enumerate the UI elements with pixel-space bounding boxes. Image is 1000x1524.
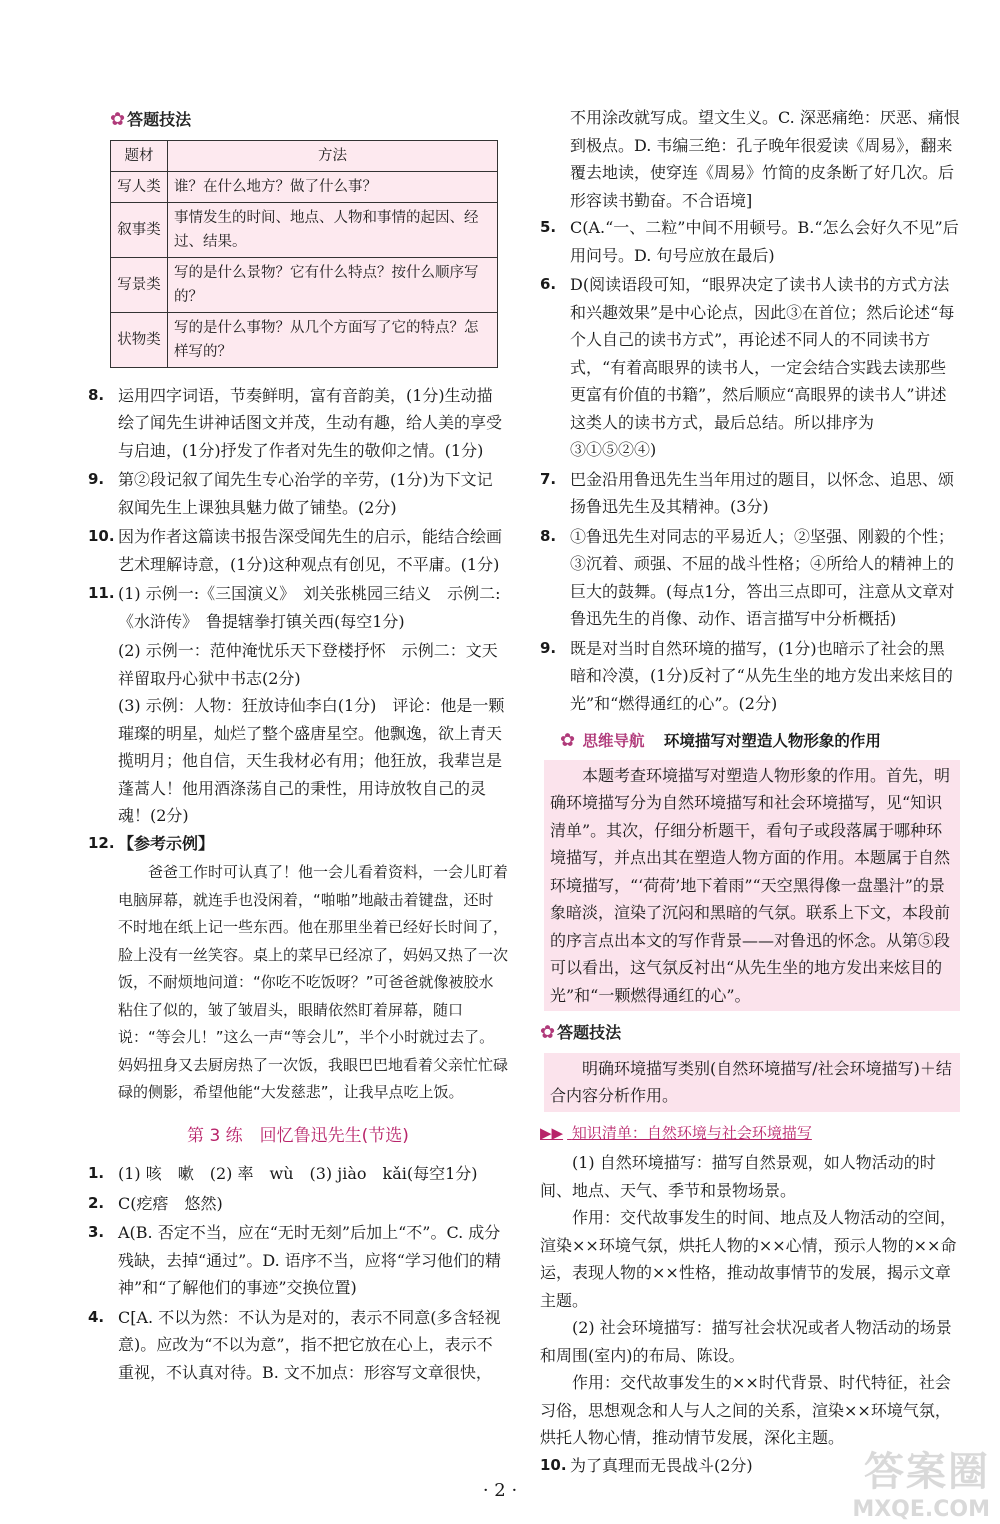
flower-icon: ✿ xyxy=(110,109,126,130)
answer-10: 10. 因为作者这篇读书报告深受闻先生的启示，能结合绘画艺术理解诗意，(1分)这种观点有创见，不平庸。(1分) xyxy=(88,527,503,574)
tips-heading: ✿ 答题技法 xyxy=(110,106,508,134)
thinking-guide-heading: ✿ 思维导航 环境描写对塑造人物形象的作用 xyxy=(560,730,881,751)
flower-icon: ✿ xyxy=(540,1022,556,1043)
knowledge-social: (2) 社会环境描写：描写社会状况或者人物活动的场景和周围(室内)的布局、陈设。 xyxy=(540,1318,952,1365)
table-row xyxy=(111,257,498,312)
lesson-answer-6: 6. D(阅读语段可知，“眼界决定了读书人读书的方式方法和兴趣效果”是中心论点，因此③在首位；然后论述“每个人自己的读书方式”，再论述不同人的不同读书方式，“有着高眼界的读书人，一定会结合实践去读那些更富有价值的书籍”，然后顺应“高眼界的读书人”讲述这类人的读书方式，最后总结。所以排序为③①⑤②④) xyxy=(540,275,955,459)
table-cell: 状物类 xyxy=(111,312,168,367)
lesson-answer-4-continued: 不用涂改就写成。望文生义。C. 深恶痛绝：厌恶、痛恨到极点。D. 韦编三绝：孔子晚年很爱读《周易》，翻来覆去地读，使穿连《周易》竹简的皮条断了好几次。后形容读书勤奋。不合语境] xyxy=(570,108,960,210)
tips-box xyxy=(544,1053,960,1112)
answer-12: 12. 【参考示例】 xyxy=(88,833,215,853)
answer-11-part3: (3) 示例：人物：狂放诗仙李白(1分) 评论：他是一颗璀璨的明星，灿烂了整个盛唐星空。他飘逸，欲上青天揽明月；他自信，天生我材必有用；他狂放，我辈岂是蓬蒿人！他用酒涤荡自己的秉性，用诗放牧自己的灵魂！(2分) xyxy=(118,696,505,825)
table-row xyxy=(111,202,498,257)
sample-essay: 爸爸工作时可认真了！他一会儿看着资料，一会儿盯着电脑屏幕，就连手也没闲着，“啪啪”地敲击着键盘，还时不时地在纸上记一些东西。他在那里坐着已经好长时间了，脸上没有一丝笑容。桌上的菜早已经凉了，妈妈又热了一次饭，不耐烦地问道：“你吃不吃饭呀？”可爸爸就像被胶水粘住了似的，皱了皱眉头，眼睛依然盯着屏幕，随口说：“等会儿！”这么一声“等会儿”，半个小时就过去了。妈妈扭身又去厨房热了一次饭，我眼巴巴地看着父亲忙忙碌碌的侧影，希望他能“大发慈悲”，让我早点吃上饭。 xyxy=(118,863,509,1101)
watermark-logo xyxy=(852,1440,990,1522)
lesson-answer-4: 4. C[A. 不以为然：不认为是对的，表示不同意(多含轻视意)。应改为“不以为意”，指不把它放在心上，表示不重视，不认真对待。B. 文不加点：形容写文章很快， xyxy=(88,1307,501,1382)
lesson-answer-1: 1. (1) 咳 嗽 (2) 率 wù (3) jiào kǎi(每空1分) xyxy=(88,1164,478,1183)
lesson-title: 第 3 练 回忆鲁迅先生(节选) xyxy=(187,1125,409,1146)
answer-11-part2: (2) 示例一：范仲淹忧乐天下登楼抒怀 示例二：文天祥留取丹心狱中书志(2分) xyxy=(118,641,498,688)
left-column xyxy=(88,100,508,1388)
table-cell: 写的是什么景物？它有什么特点？按什么顺序写的？ xyxy=(168,257,498,312)
table-row xyxy=(111,171,498,202)
knowledge-natural-use: 作用：交代故事发生的时间、地点及人物活动的空间，渲染××环境气氛，烘托人物的××心情，预示人物的××命运，表现人物的××性格，推动故事情节的发展，揭示文章主题。 xyxy=(540,1208,957,1310)
thinking-guide-text: 本题考查环境描写对塑造人物形象的作用。首先，明确环境描写分为自然环境描写和社会环境描写，见“知识清单”。其次，仔细分析题干，看句子或段落属于哪种环境描写，并点出其在塑造人物方面的作用。本题属于自然环境描写，“‘荷荷’地下着雨”“天空黑得像一盘墨汁”的景象暗淡，渲染了沉闷和黑暗的气氛。联系上下文，本段前的序言点出本文的写作背景——对鲁迅的怀念。从第⑤段可以看出，这气氛反衬出“从先生坐的地方发出来炫目的光”和“一颗燃得通红的心”。 xyxy=(550,765,951,1005)
table-cell: 事情发生的时间、地点、人物和事情的起因、经过、结果。 xyxy=(168,202,498,257)
table-header-row xyxy=(111,140,498,171)
methods-table xyxy=(110,140,498,368)
tips-heading-2: ✿ 答题技法 xyxy=(540,1019,960,1047)
answer-8: 8. 运用四字词语，节奏鲜明，富有音韵美，(1分)生动描绘了闻先生讲神话图文并茂，生动有趣，给人美的享受与启迪，(1分)抒发了作者对先生的敬仰之情。(1分) xyxy=(88,385,503,460)
table-header: 题材 xyxy=(111,140,168,171)
table-cell: 谁？在什么地方？做了什么事？ xyxy=(168,171,498,202)
lesson-answer-7: 7. 巴金沿用鲁迅先生当年用过的题目，以怀念、追思、颂扬鲁迅先生及其精神。(3分) xyxy=(540,469,955,516)
table-header: 方法 xyxy=(168,140,498,171)
thinking-guide-box xyxy=(544,760,960,1012)
lesson-answer-10: 10. 为了真理而无畏战斗(2分) xyxy=(540,1455,753,1475)
table-cell: 叙事类 xyxy=(111,202,168,257)
answer-11: 11. (1) 示例一:《三国演义》 刘关张桃园三结义 示例二:《水浒传》 鲁提辖拳打镇关西(每空1分) xyxy=(88,584,501,631)
lesson-answer-2: 2. C(疙瘩 悠然) xyxy=(88,1193,223,1213)
table-row xyxy=(111,312,498,367)
flower-icon: ✿ xyxy=(560,730,576,751)
table-cell: 写景类 xyxy=(111,257,168,312)
page-number: · 2 · xyxy=(482,1480,518,1501)
table-cell: 写的是什么事物？从几个方面写了它的特点？怎样写的？ xyxy=(168,312,498,367)
knowledge-list-heading: ▶▶ 知识清单：自然环境与社会环境描写 xyxy=(540,1123,812,1142)
knowledge-social-use: 作用：交代故事发生的××时代背景、时代特征，社会习俗，思想观念和人与人之间的关系，渲染××环境气氛，烘托人物心情，推动情节发展，深化主题。 xyxy=(540,1373,951,1447)
double-arrow-icon: ▶▶ xyxy=(540,1123,564,1142)
table-cell: 写人类 xyxy=(111,171,168,202)
lesson-answer-9: 9. 既是对当时自然环境的描写，(1分)也暗示了社会的黑暗和冷漠，(1分)反衬了“从先生坐的地方发出来炫目的光”和“燃得通红的心”。(2分) xyxy=(540,638,953,713)
answer-9: 9. 第②段记叙了闻先生专心治学的辛劳，(1分)为下文记叙闻先生上课独具魅力做了铺垫。(2分) xyxy=(88,470,493,517)
lesson-answer-5: 5. C(A.“一、二粒”中间不用顿号。B.“怎么会好久不见”后用问号。D. 句号应放在最后) xyxy=(540,218,959,265)
lesson-answer-8: 8. ①鲁迅先生对同志的平易近人；②坚强、刚毅的个性；③沉着、顽强、不屈的战斗性格；④所给人的精神上的巨大的鼓舞。(每点1分，答出三点即可，注意从文章对鲁迅先生的肖像、动作、语言描写中分析概括) xyxy=(540,526,955,628)
watermark-line1: 答案圈 xyxy=(864,1449,990,1495)
tips-text: 明确环境描写类别(自然环境描写/社会环境描写)＋结合内容分析作用。 xyxy=(550,1058,952,1105)
knowledge-natural: (1) 自然环境描写：描写自然景观，如人物活动的时间、地点、天气、季节和景物场景。 xyxy=(540,1153,936,1200)
lesson-answer-3: 3. A(B. 否定不当，应在“无时无刻”后加上“不”。C. 成分残缺，去掉“通过”。D. 语序不当，应将“学习他们的精神”和“了解他们的事迹”交换位置) xyxy=(88,1223,501,1297)
right-column xyxy=(540,104,960,1481)
watermark-line2: MXQE.COM xyxy=(852,1497,990,1522)
